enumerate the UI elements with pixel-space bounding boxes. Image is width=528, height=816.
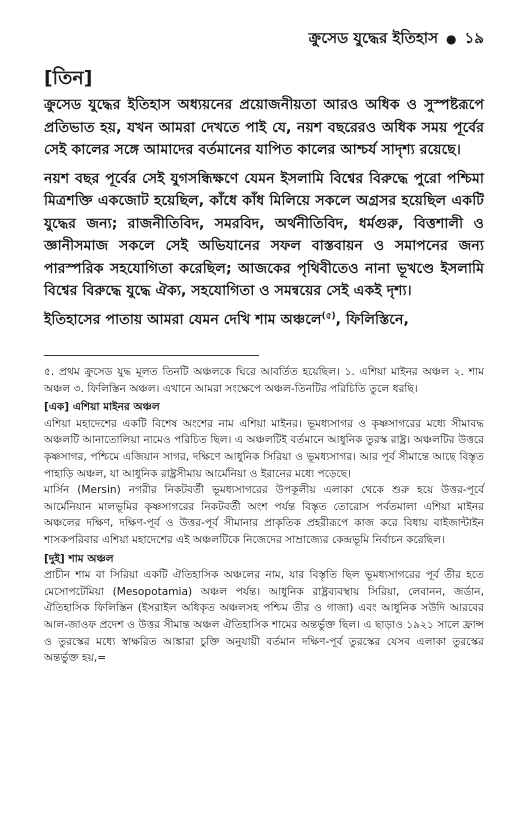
- footnote-divider: [44, 355, 259, 356]
- book-page: [44, 28, 484, 667]
- last-line-text: ইতিহাসের পাতায় আমরা যেমন দেখি শাম অঞ্চলে: [44, 311, 322, 328]
- page-number: ১৯: [464, 28, 484, 47]
- footnote-paragraph: প্রাচীন শাম বা সিরিয়া একটি ঐতিহাসিক অঞ্চলের নাম, যার বিস্তৃতি ছিল ভূমধ্যসাগরের পূর্ব তীর হতে মেসোপটেমিয়া (Mesopotamia) অঞ্চল পর্যন্ত। আধুনিক রাষ্ট্রব্যবস্থায় সিরিয়া, লেবানন, জর্ডান, ঐতিহাসিক ফিলিস্তিন (ইসরাইল অধিকৃত অঞ্চলসহ পশ্চিম তীর ও গাজা) এবং আধুনিক সউদি আরবের আল-জাওফ প্রদেশ ও উত্তর সীমান্ত অঞ্চল ঐতিহাসিক শামের অন্তর্ভুক্ত ছিল। এ ছাড়াও ১৯২১ সালে ফ্রান্স ও তুরস্কের মধ্যে স্বাক্ষরিত আঙ্কারা চুক্তি অনুযায়ী বর্তমান দক্ষিণ-পূর্ব তুরস্কের যেসব এলাকা তুরস্কের অন্তর্ভুক্ত হয়,=: [44, 569, 484, 665]
- body-paragraph: ক্রুসেড যুদ্ধের ইতিহাস অধ্যয়নের প্রয়োজনীয়তা আরও অধিক ও সুস্পষ্টরূপে প্রতিভাত হয়, যখন আমরা দেখতে পাই যে, নয়শ বছরেরও অধিক সময় পূর্বের সেই কালের সঙ্গে আমাদের বর্তমানের যাপিত কালের আশ্চর্য সাদৃশ্য রয়েছে।: [44, 97, 484, 158]
- footnote-paragraph: মার্সিন (Mersin) নগরীর নিকটবর্তী ভূমধ্যসাগরের উপকূলীয় এলাকা থেকে শুরু হয়ে উত্তর-পূর্বে আর্মেনিয়ান মালভূমির কৃষ্ণসাগরের নিকটবর্তী অংশ পর্যন্ত বিস্তৃত তোরোস পর্বতমালা এশিয়া মাইনর অঞ্চলের দক্ষিণ, দক্ষিণ-পূর্ব ও উত্তর-পূর্ব সীমানার প্রাকৃতিক প্রহরীরূপে কাজ করে বিধায় বাইজান্টাইন শাসকপরিবার এশিয়া মহাদেশের এই অঞ্চলটিকে নিজেদের সাম্রাজ্যের কেন্দ্রভূমি নির্বাচন করেছিল।: [44, 484, 484, 546]
- header-title: ক্রুসেড যুদ্ধের ইতিহাস: [308, 28, 439, 47]
- footnote-subheading-sham: [দুই] শাম অঞ্চল: [44, 552, 114, 565]
- body-paragraph: নয়শ বছর পূর্বের সেই যুগসন্ধিক্ষণে যেমন ইসলামি বিশ্বের বিরুদ্ধে পুরো পশ্চিমা মিত্রশক্তি একজোট হয়েছিল, কাঁধে কাঁধ মিলিয়ে সকলে অগ্রসর হয়েছিল একটি যুদ্ধের জন্য; রাজনীতিবিদ, সমরবিদ, অর্থনীতিবিদ, ধর্মগুরু, বিত্তশালী ও জ্ঞানীসমাজ সকলে সেই অভিযানের সফল বাস্তবায়ন ও সমাপনের জন্য পারস্পরিক সহযোগিতা করেছিল; আজকের পৃথিবীতেও নানা ভূখণ্ডে ইসলামি বিশ্বের বিরুদ্ধে যুদ্ধে ঐক্য, সহযোগিতা ও সমন্বয়ের সেই একই দৃশ্য।: [44, 170, 484, 299]
- main-text: [44, 94, 484, 331]
- footnote-reference[interactable]: (৫): [321, 310, 336, 321]
- footnote-subheading-asia-minor: [এক] এশিয়া মাইনর অঞ্চল: [44, 401, 160, 414]
- section-heading: [তিন]: [44, 67, 93, 89]
- footnotes: [44, 364, 484, 667]
- footnote-intro: ৫. প্রথম ক্রুসেড যুদ্ধ মূলত তিনটি অঞ্চলকে ঘিরে আবর্তিত হয়েছিল। ১. এশিয়া মাইনর অঞ্চল ২. শাম অঞ্চল ৩. ফিলিস্তিন অঞ্চল। এখানে আমরা সংক্ষেপে অঞ্চল-তিনটির পরিচিতি তুলে ধরছি।: [44, 366, 484, 395]
- running-header: [44, 28, 484, 50]
- bullet-icon: ●: [446, 32, 457, 46]
- last-line-text-end: , ফিলিস্তিনে,: [335, 311, 409, 328]
- footnote-paragraph: এশিয়া মহাদেশের একটি বিশেষ অংশের নাম এশিয়া মাইনর। ভূমধ্যসাগর ও কৃষ্ণসাগরের মধ্যে সীমাবদ্ধ অঞ্চলটি আনাতোলিয়া নামেও পরিচিত ছিল। এ অঞ্চলটিই বর্তমানে আধুনিক তুরস্ক রাষ্ট্র। অঞ্চলটির উত্তরে কৃষ্ণসাগর, পশ্চিমে এজিয়ান সাগর, দক্ষিণে আধুনিক সিরিয়া ও ভূমধ্যসাগর। আর পূর্ব সীমান্তে আছে বিস্তৃত পাহাড়ি অঞ্চল, যা আধুনিক রাষ্ট্রসীমায় আর্মেনিয়া ও ইরানের মধ্যে পড়েছে।: [44, 417, 484, 480]
- body-paragraph-last: [44, 309, 484, 332]
